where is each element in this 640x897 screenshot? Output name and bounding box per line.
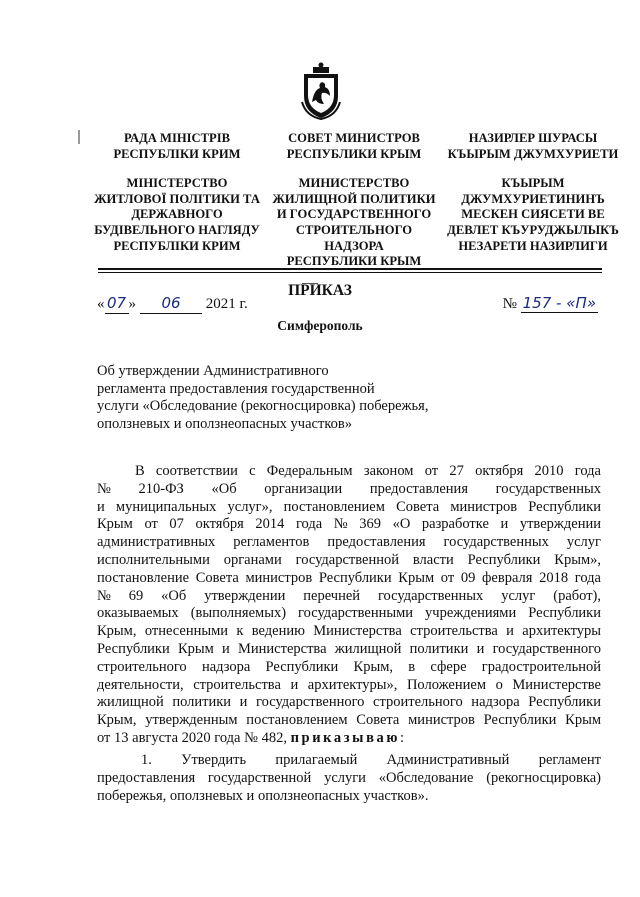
body-line: административных регламентов предоставления государственных услуг	[97, 534, 601, 551]
header-line: МЕСКЕН СИЯСЕТИ ВЕ	[461, 207, 605, 222]
header-line: НЕЗАРЕТИ НАЗИРЛИГИ	[458, 238, 608, 253]
header-russian	[268, 131, 440, 270]
body-line: 1. Утвердить прилагаемый Административный регламент	[141, 752, 601, 768]
date-month: 06	[161, 294, 181, 312]
crimea-coat-of-arms-icon	[300, 62, 342, 120]
date-year: 2021 г.	[205, 296, 248, 312]
body-line: В соответствии с Федеральным законом от 27 октября 2010 года	[135, 463, 601, 479]
header-line: НАДЗОРА	[324, 238, 384, 253]
header-line: СТРОИТЕЛЬНОГО	[295, 222, 413, 237]
order-word: приказываю	[290, 729, 401, 746]
header-line: МИНИСТЕРСТВО	[298, 176, 410, 191]
body-line-text: от 13 августа 2020 года № 482,	[97, 729, 287, 746]
header-line: МІНІСТЕРСТВО	[126, 176, 228, 191]
body-line: исполнительными органами государственной власти Республики Крым»,	[97, 551, 601, 568]
header-divider-thin	[98, 272, 602, 273]
subject-line: регламента предоставления государственной	[97, 380, 375, 397]
subject-line: услуги «Обследование (рекогносцировка) побережья,	[97, 398, 429, 415]
header-line: ЖИТЛОВОЇ ПОЛІТИКИ ТА	[94, 191, 260, 206]
body-line: побережья, оползневых и оползнеопасных участков».	[97, 787, 429, 804]
order-date	[97, 294, 248, 314]
date-open-quote: «	[97, 296, 105, 312]
number-value: 157 - «П»	[522, 294, 596, 312]
header-line: ДЖУМХУРИЕТИНИНЪ	[461, 191, 605, 206]
header-line: РЕСПУБЛІКИ КРИМ	[113, 146, 241, 161]
number-prefix: №	[502, 296, 517, 312]
body-line: № 210-ФЗ «Об организации предоставления государственных	[97, 480, 601, 497]
body-line: строительного надзора Республики Крым, в сфере градостроительной	[97, 658, 601, 675]
header-line: РЕСПУБЛИКИ КРЫМ	[286, 146, 422, 161]
order-number	[503, 294, 598, 313]
body-line: постановление Совета министров Республики Крым от 09 февраля 2018 года	[97, 569, 601, 586]
body-line: предоставления государственной услуги «Обследование (рекогносцировка)	[97, 769, 601, 786]
body-line: Республики Крым и Министерства жилищной политики и государственного	[97, 640, 601, 657]
header-ukrainian	[74, 131, 280, 254]
body-paragraph-2	[97, 752, 601, 805]
header-line: РАДА МІНІСТРІВ	[123, 131, 231, 145]
header-crimean-tatar	[438, 131, 628, 254]
header-line: ДЕВЛЕТ КЪУРУДЖЫЛЫКЪ	[447, 222, 619, 237]
header-line: КЪЫРЫМ ДЖУМХУРИЕТИ	[447, 146, 619, 161]
body-line-final	[97, 730, 601, 748]
body-line: Крым от 07 октября 2014 года № 369 «О разработке и утверждении	[97, 516, 601, 533]
body-line: Крым, отнесенными к ведению Министерства строительства и архитектуры	[97, 623, 601, 640]
body-paragraph-1	[97, 463, 601, 748]
order-subject	[97, 363, 428, 433]
body-line: оказываемых (выполняемых) государственными учреждениями Республики	[97, 605, 601, 622]
header-line: РЕСПУБЛІКИ КРИМ	[113, 238, 241, 253]
order-colon: :	[400, 729, 405, 746]
body-line: Крым, утвержденным постановлением Совета министров Республики Крым	[97, 712, 601, 729]
header-line: РЕСПУБЛИКИ КРЫМ	[286, 254, 422, 269]
body-line: деятельности, строительства и архитектуры», Положением о Министерстве	[97, 676, 601, 693]
header-line: ЖИЛИЩНОЙ ПОЛИТИКИ	[272, 191, 436, 206]
body-line: № 69 «Об утверждении перечней государственных услуг (работ),	[97, 587, 601, 604]
header-line: НАЗИРЛЕР ШУРАСЫ	[468, 131, 598, 145]
city: Симферополь	[277, 318, 363, 333]
document-title: ПРИКАЗ	[288, 282, 352, 299]
header-line: КЪЫРЫМ	[501, 176, 565, 191]
subject-line: оползневых и оползнеопасных участков»	[97, 415, 352, 432]
body-line: жилищной политики и государственного строительного надзора Республики	[97, 694, 601, 711]
header-line: БУДІВЕЛЬНОГО НАГЛЯДУ	[94, 222, 260, 237]
date-day: 07	[106, 294, 127, 312]
date-close-quote: »	[128, 296, 136, 312]
header-line: СОВЕТ МИНИСТРОВ	[288, 131, 420, 145]
header-line: ДЕРЖАВНОГО	[131, 207, 223, 222]
subject-line: Об утверждении Административного	[97, 363, 329, 379]
header-divider-thick	[98, 268, 602, 270]
body-line: и муниципальных услуг», постановлением Совета министров Республики	[97, 498, 601, 515]
header-line: И ГОСУДАРСТВЕННОГО	[276, 207, 432, 222]
